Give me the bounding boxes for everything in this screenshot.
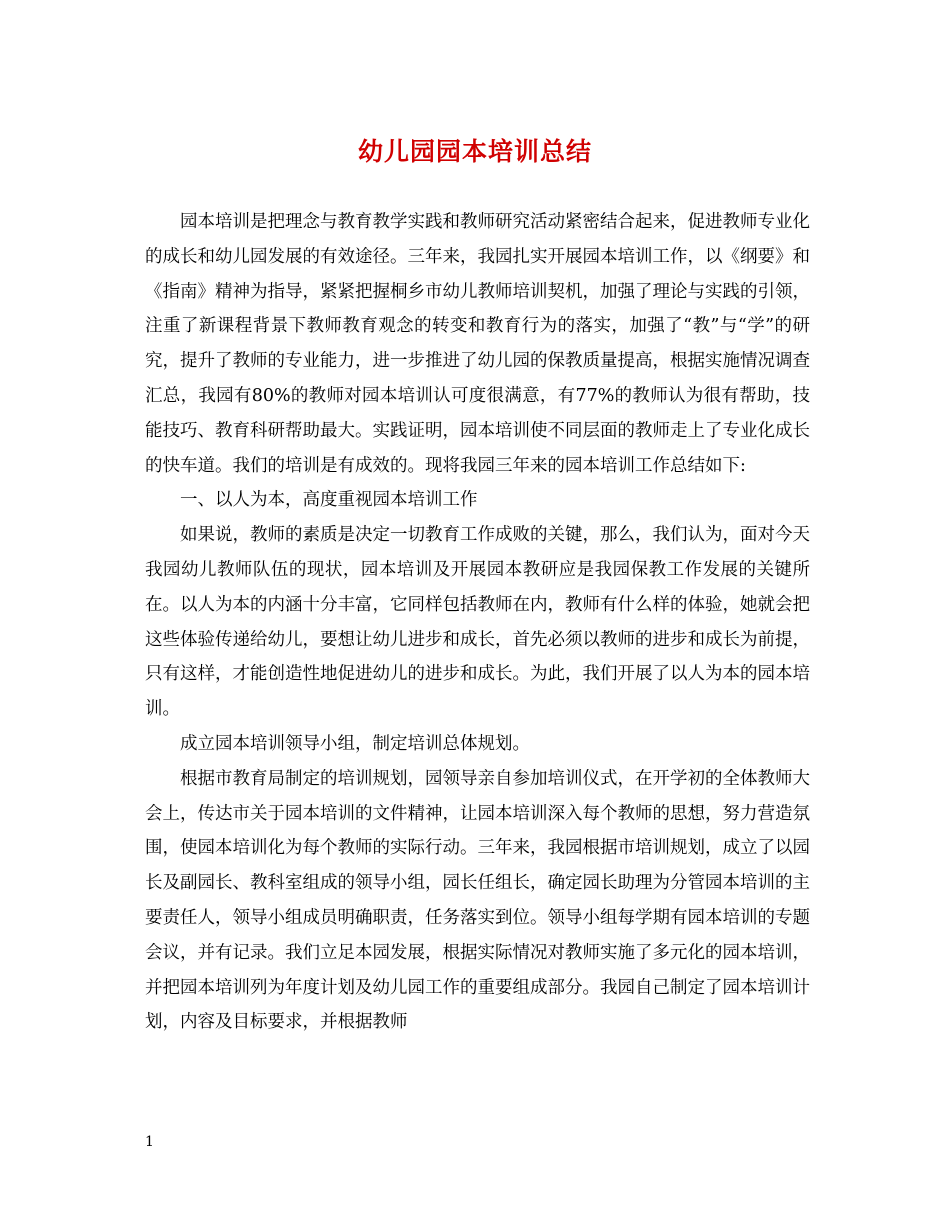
paragraph-training-plan: 根据市教育局制定的培训规划，园领导亲自参加培训仪式，在开学初的全体教师大会上，传达市关于园本培训的文件精神，让园本培训深入每个教师的思想，努力营造氛围，使园本培训化为每个教师的实际行动。三年来，我园根据市培训规划，成立了以园长及副园长、教科室组成的领导小组，园长任组长，确定园长助理为分管园本培训的主要责任人，领导小组成员明确职责，任务落实到位。领导小组每学期有园本培训的专题会议，并有记录。我们立足本园发展，根据实际情况对教师实施了多元化的园本培训，并把园本培训列为年度计划及幼儿园工作的重要组成部分。我园自己制定了园本培训计划，内容及目标要求，并根据教师 bbox=[145, 768, 810, 1033]
paragraph-intro: 园本培训是把理念与教育教学实践和教师研究活动紧密结合起来，促进教师专业化的成长和幼儿园发展的有效途径。三年来，我园扎实开展园本培训工作，以《纲要》和《指南》精神为指导，紧紧把握桐乡市幼儿教师培训契机，加强了理论与实践的引领，注重了新课程背景下教师教育观念的转变和教育行为的落实，加强了“教”与“学”的研究，提升了教师的专业能力，进一步推进了幼儿园的保教质量提高，根据实施情况调查汇总，我园有80%的教师对园本培训认可度很满意，有77%的教师认为很有帮助，技能技巧、教育科研帮助最大。实践证明，园本培训使不同层面的教师走上了专业化成长的快车道。我们的培训是有成效的。现将我园三年来的园本培训工作总结如下: bbox=[145, 212, 810, 476]
section-heading-1: 一、以人为本，高度重视园本培训工作 bbox=[180, 490, 478, 511]
paragraph-people-oriented: 如果说，教师的素质是决定一切教育工作成败的关键，那么，我们认为，面对今天我园幼儿教师队伍的现状，园本培训及开展园本教研应是我园保教工作发展的关键所在。以人为本的内涵十分丰富，它同样包括教师在内，教师有什么样的体验，她就会把这些体验传递给幼儿，要想让幼儿进步和成长，首先必须以教师的进步和成长为前提，只有这样，才能创造性地促进幼儿的进步和成长。为此，我们开展了以人为本的园本培训。 bbox=[145, 525, 810, 720]
page-number: 1 bbox=[145, 1134, 154, 1150]
document-body bbox=[145, 205, 810, 1040]
subheading-leadership-group: 成立园本培训领导小组，制定培训总体规划。 bbox=[180, 733, 530, 754]
document-title: 幼儿园园本培训总结 bbox=[357, 137, 592, 166]
